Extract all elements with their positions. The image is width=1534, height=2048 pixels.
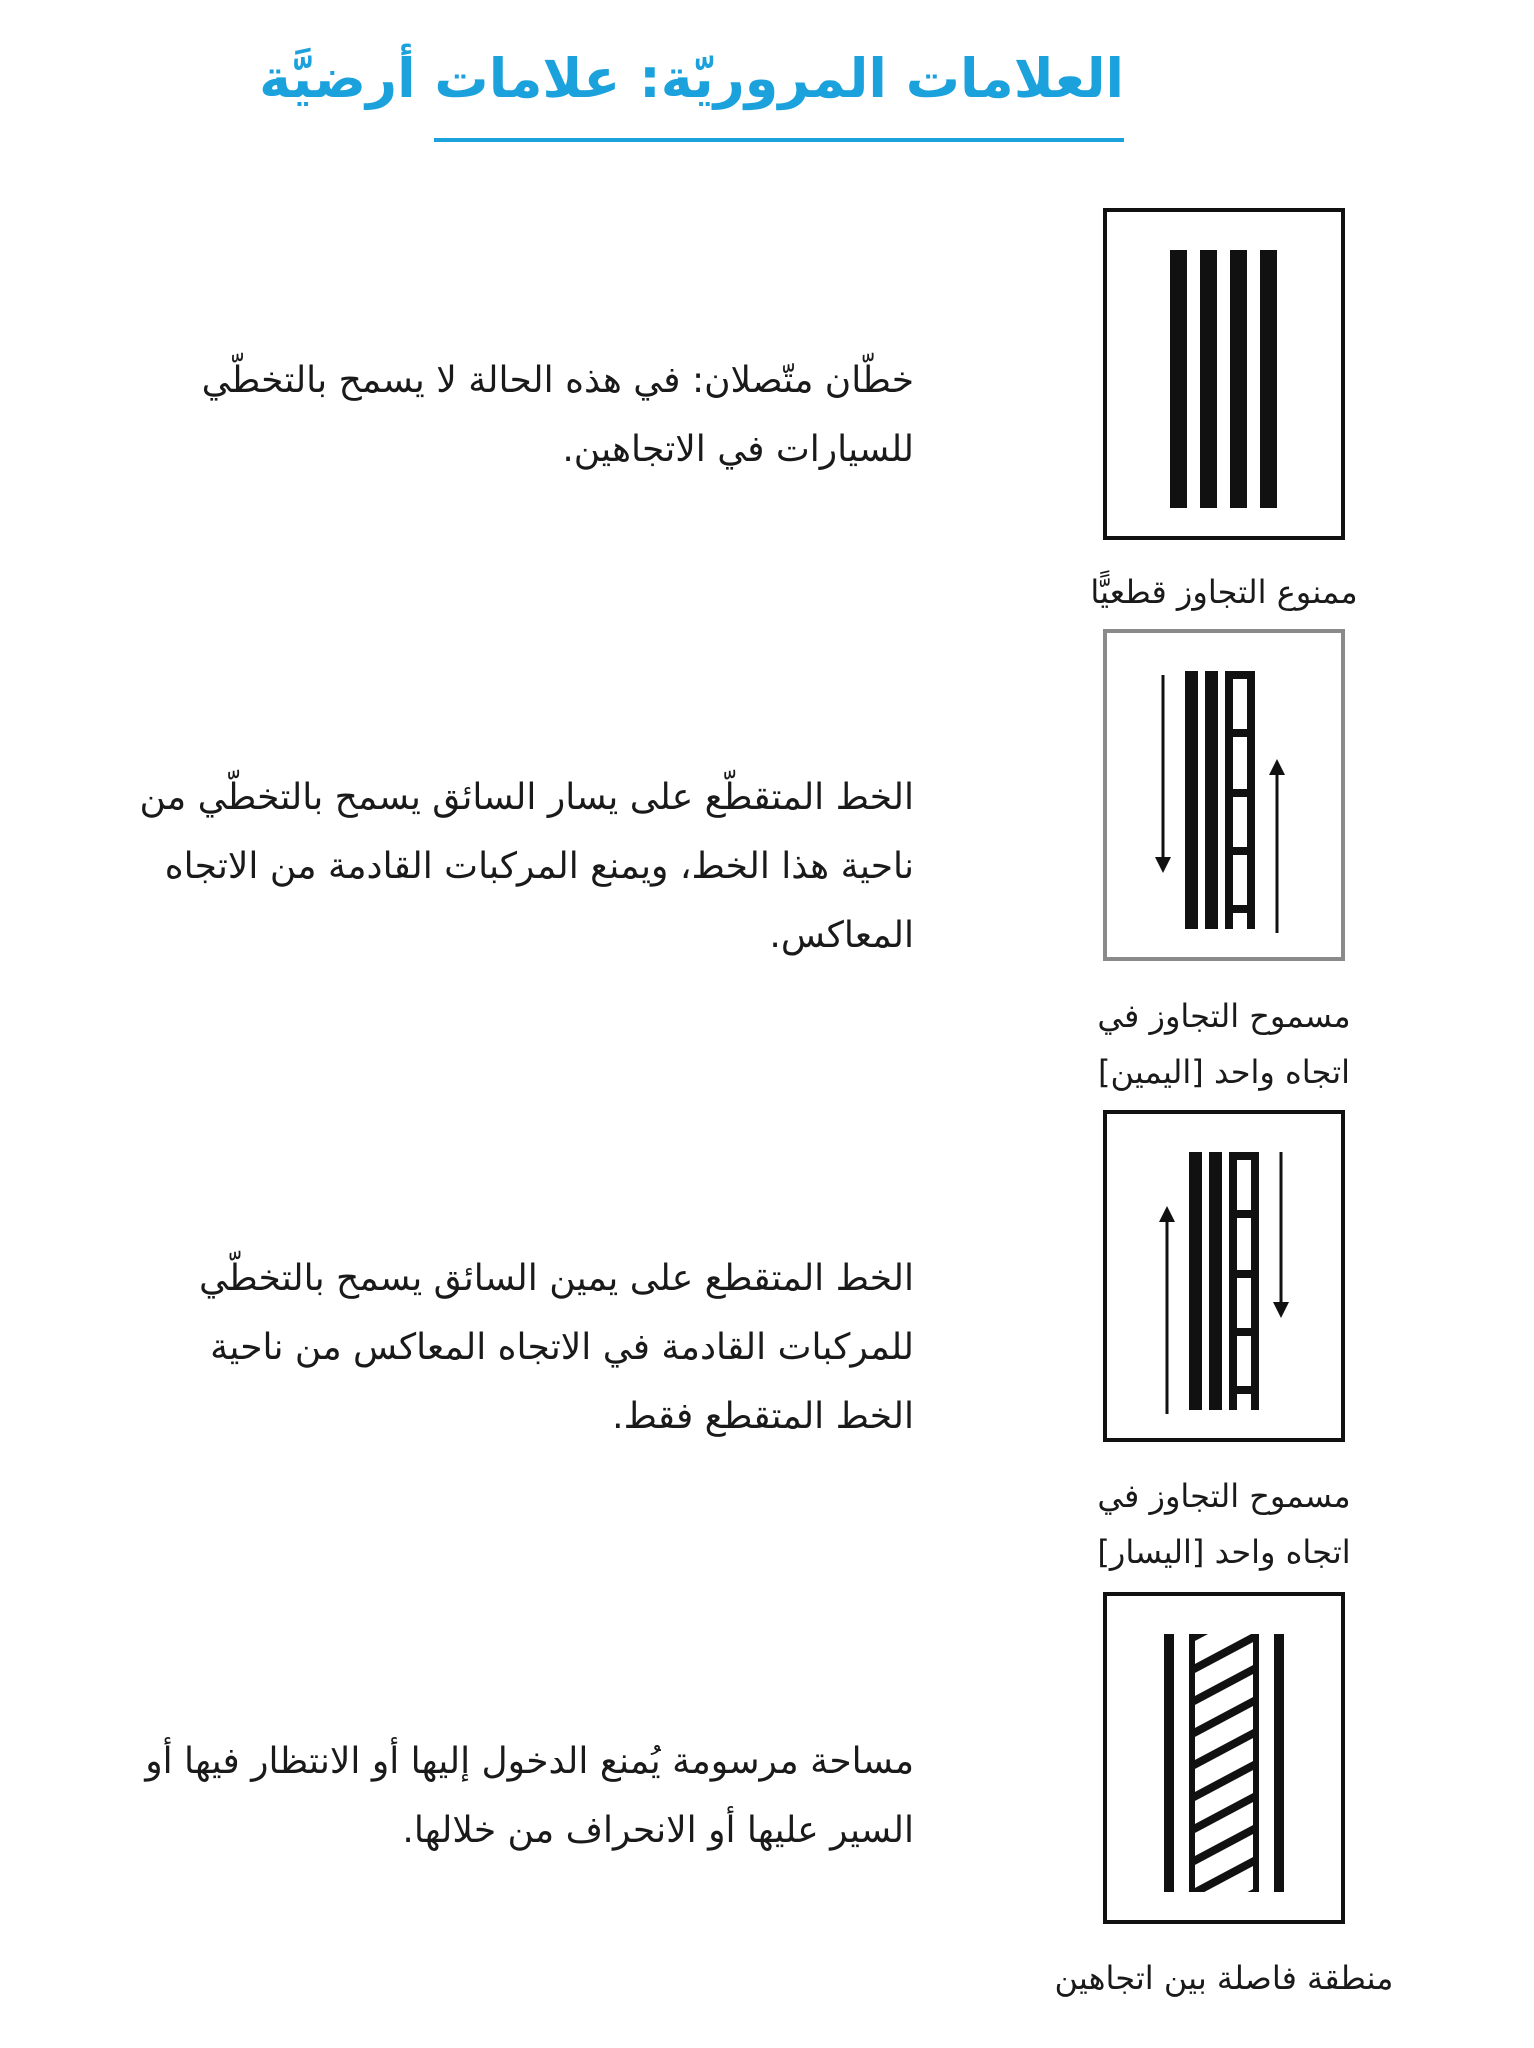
sign-description-separation-zone: مساحة مرسومة يُمنع الدخول إليها أو الانتظار فيها أو السير عليها أو الانحراف من خلالها.: [145, 1741, 914, 1851]
dashed-right-lines-icon: [1107, 633, 1341, 957]
sign-description-overtaking-right: الخط المتقطّع على يسار السائق يسمح بالتخطّي من ناحية هذا الخط، ويمنع المركبات القادمة من الاتجاه المعاكس.: [139, 777, 914, 956]
sign-description-overtaking-left: الخط المتقطع على يمين السائق يسمح بالتخطّي للمركبات القادمة في الاتجاه المعاكس من ناحية الخط المتقطع فقط.: [199, 1258, 914, 1437]
sign-overtaking-left: [1103, 1110, 1345, 1442]
sign-caption-overtaking-right: مسموح التجاوز في اتجاه واحد [اليمين]: [1097, 997, 1351, 1091]
page-title: العلامات المروريّة: علامات أرضيَّة: [259, 47, 1124, 110]
double-solid-lines-icon: [1107, 212, 1341, 536]
sign-caption-separation-zone: منطقة فاصلة بين اتجاهين: [1054, 1959, 1394, 1997]
sign-overtaking-right: [1103, 629, 1345, 961]
dashed-left-lines-icon: [1107, 1114, 1341, 1438]
title-underline: [434, 138, 1124, 142]
sign-caption-no-overtaking: ممنوع التجاوز قطعيًّا: [1090, 573, 1358, 611]
sign-description-no-overtaking: خطّان متّصلان: في هذه الحالة لا يسمح بالتخطّي للسيارات في الاتجاهين.: [201, 360, 914, 470]
sign-no-overtaking: [1103, 208, 1345, 540]
sign-caption-overtaking-left: مسموح التجاوز في اتجاه واحد [اليسار]: [1097, 1477, 1351, 1571]
sign-separation-zone: [1103, 1592, 1345, 1924]
hatched-separation-zone-icon: [1107, 1596, 1341, 1920]
